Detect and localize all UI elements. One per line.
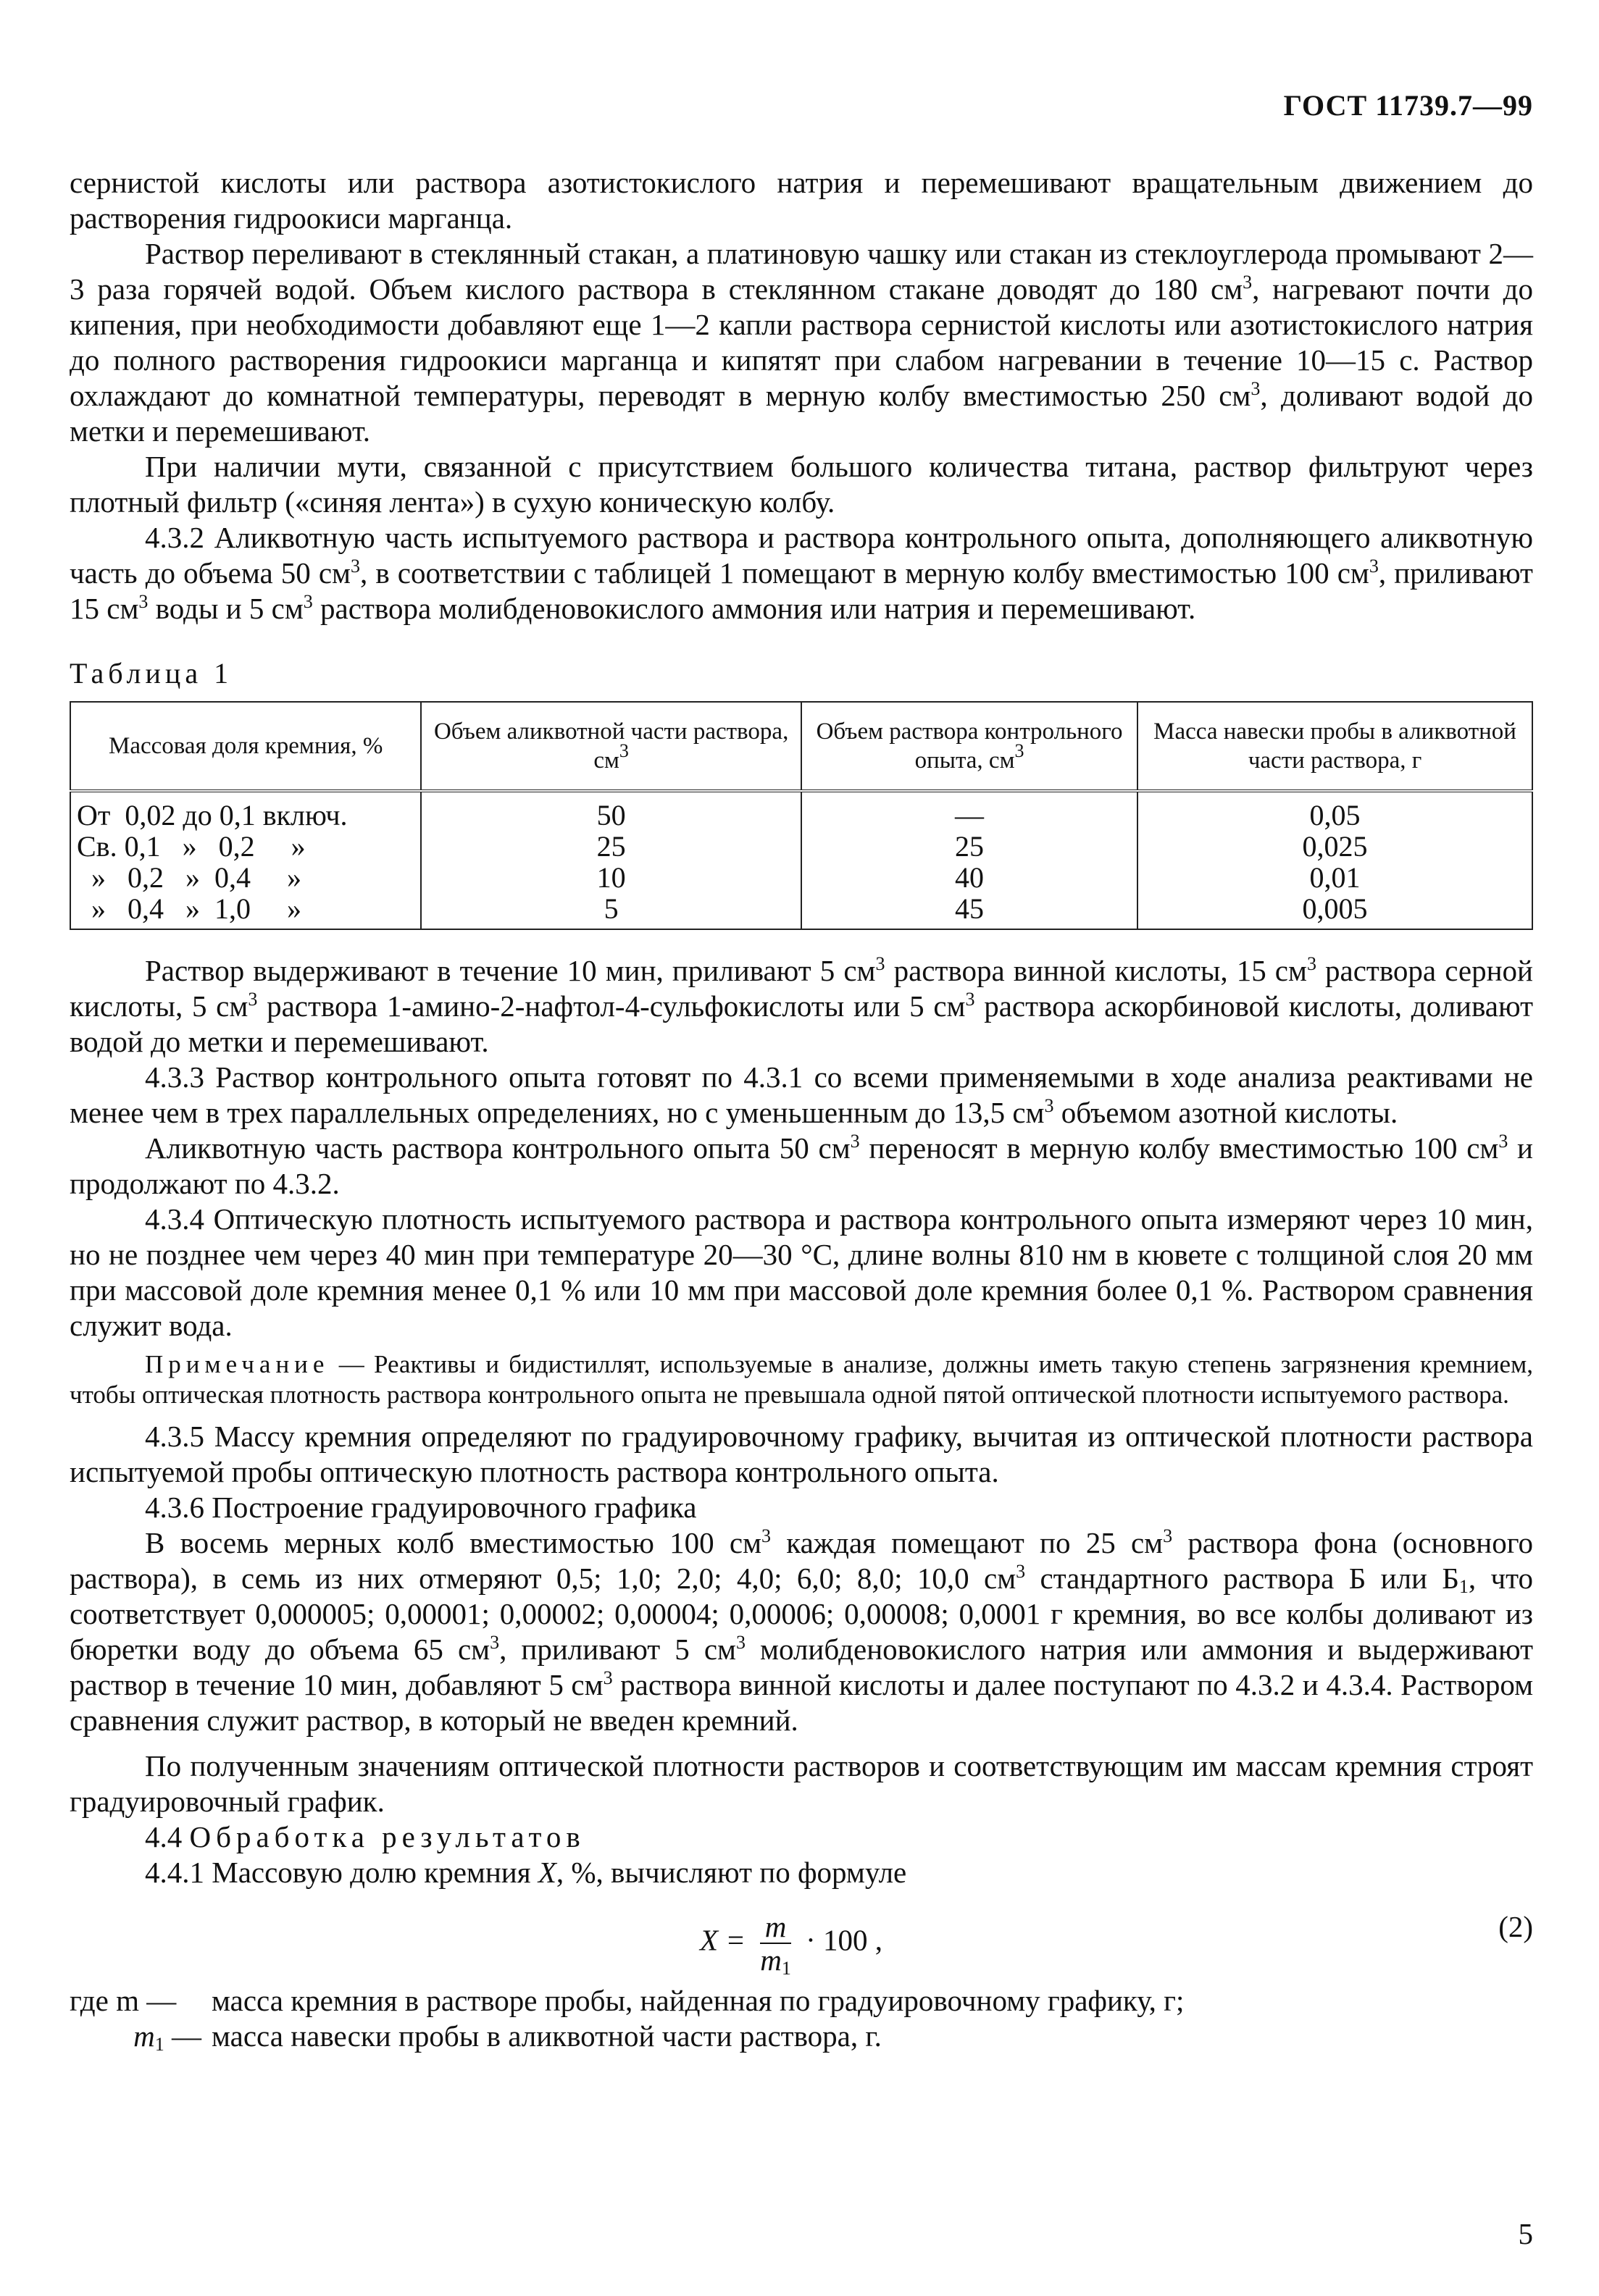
paragraph-4-3-2: 4.3.2 Аликвотную часть испытуемого раствора и раствора контрольного опыта, дополняющего аликвотную часть до объема 50 $см^3$, в соответствии с таблицей 1 помещают в мерную колбу вместимостью 100 $см^3$, приливают 15 $см^3$ воды и 5 $см^3$ раствора молибденовокислого аммония или натрия и перемешивают. xyxy=(70,521,1533,625)
paragraph: Раствор переливают в стеклянный стакан, а платиновую чашку или стакан из стеклоуглерода промывают 2—3 раза горячей водой. Объем кислого раствора в стеклянном стакане доводят до 180 $см^3$, нагревают почти до кипения, при необходимости добавляют еще 1—2 капли раствора сернистой кислоты или азотистокислого натрия до полного растворения гидроокиси марганца и кипятят при слабом нагревании в течение 10—15 с. Раствор охлаждают до комнатной температуры, переводят в мерную колбу вместимостью 250 $см^3$, доливают водой до метки и перемешивают. xyxy=(70,237,1534,448)
table-caption: Таблица 1 xyxy=(70,657,233,690)
formula-explanation xyxy=(70,1983,1533,2054)
table-row xyxy=(70,893,1532,929)
table-cell: Св. 0,1 » 0,2 » xyxy=(70,831,421,862)
formula-fraction: $\frac{m}{m_1}$ xyxy=(760,1910,791,1979)
formula-2 xyxy=(70,1899,1533,1983)
section-heading-4-4: 4.4 Обработка результатов xyxy=(145,1820,585,1853)
table-cell: 0,005 xyxy=(1137,893,1532,929)
table-cell: 0,01 xyxy=(1137,862,1532,893)
paragraph: Раствор выдерживают в течение 10 мин, приливают 5 $см^3$ раствора винной кислоты, 15 $см^3$ раствора серной кислоты, 5 $см^3$ раствора 1-амино-2-нафтол-4-сульфокислоты или 5 $см^3$ раствора аскорбиновой кислоты, доливают водой до метки и перемешивают. xyxy=(70,953,1533,1058)
document-body xyxy=(70,165,1533,2054)
table-cell: 0,025 xyxy=(1137,831,1532,862)
variable-m: где m — xyxy=(70,1984,177,2017)
variable-m1: $m_1$ — xyxy=(133,2019,201,2055)
note: Примечание — Реактивы и бидистиллят, используемые в анализе, должны иметь такую степень загрязнения кремнием, чтобы оптическая плотность раствора контрольного опыта не превышала одной пятой оптической плотности испытуемого раствора. xyxy=(70,1350,1533,1409)
formula-number: (2) xyxy=(1498,1910,1533,1943)
note-label: Примечание xyxy=(145,1350,330,1378)
formula-expression: X = $\frac{m}{m_1}$ · 100 , xyxy=(700,1910,882,1979)
table-header-cell: Объем аликвотной части раствора, $см^3$ xyxy=(421,702,801,791)
paragraph-4-3-3: 4.3.3 Раствор контрольного опыта готовят по 4.3.1 со всеми применяемыми в ходе анализа реактивами не менее чем в трех параллельных определениях, но с уменьшенным до 13,5 $см^3$ объемом азотной кислоты. xyxy=(70,1060,1533,1129)
table-cell: 5 xyxy=(421,893,801,929)
table-cell: От 0,02 до 0,1 включ. xyxy=(70,791,421,831)
table-header-cell: Масса навески пробы в аликвотной части раствора, г xyxy=(1137,702,1532,791)
table-row xyxy=(70,791,1532,831)
paragraph: Аликвотную часть раствора контрольного опыта 50 $см^3$ переносят в мерную колбу вместимостью 100 $см^3$ и продолжают по 4.3.2. xyxy=(70,1131,1533,1200)
variable-m1-description: масса навески пробы в аликвотной части раствора, г. xyxy=(212,2019,882,2053)
table-header-cell: Объем раствора контрольного опыта, $см^3$ xyxy=(801,702,1137,791)
variable-m-description: масса кремния в растворе пробы, найденная по градуировочному графику, г; xyxy=(212,1984,1185,2017)
table-cell: » 0,2 » 0,4 » xyxy=(70,862,421,893)
table-cell: » 0,4 » 1,0 » xyxy=(70,893,421,929)
paragraph-4-3-4: 4.3.4 Оптическую плотность испытуемого раствора и раствора контрольного опыта измеряют через 10 мин, но не позднее чем через 40 мин при температуре 20—30 °С, длине волны 810 нм в кювете с толщиной слоя 20 мм при массовой доле кремния менее 0,1 % или 10 мм при массовой доле кремния более 0,1 %. Раствором сравнения служит вода. xyxy=(70,1202,1533,1342)
table-1 xyxy=(70,701,1533,930)
paragraph-4-4-1: 4.4.1 Массовую долю кремния X, %, вычисляют по формуле xyxy=(145,1856,907,1889)
table-row xyxy=(70,831,1532,862)
table-header-cell: Массовая доля кремния, % xyxy=(70,702,421,791)
table-cell: 0,05 xyxy=(1137,791,1532,831)
table-cell: 45 xyxy=(801,893,1137,929)
paragraph: По полученным значениям оптической плотности растворов и соответствующим им массам кремния строят градуировочный график. xyxy=(70,1749,1533,1818)
table-cell: 10 xyxy=(421,862,801,893)
page-number: 5 xyxy=(1518,2217,1533,2250)
page-header-standard: ГОСТ 11739.7—99 xyxy=(1283,89,1533,122)
paragraph: В восемь мерных колб вместимостью 100 $см^3$ каждая помещают по 25 $см^3$ раствора фона (основного раствора), в семь из них отмеряют 0,5; 1,0; 2,0; 4,0; 6,0; 8,0; 10,0 $см^3$ стандартного раствора Б или $Б_1$, что соответствует 0,000005; 0,00001; 0,00002; 0,00004; 0,00006; 0,00008; 0,0001 г кремния, во все колбы доливают из бюретки воду до объема 65 $см^3$, приливают 5 $см^3$ молибденовокислого натрия или аммония и выдерживают раствор в течение 10 мин, добавляют 5 $см^3$ раствора винной кислоты и далее поступают по 4.3.2 и 4.3.4. Раствором сравнения служит раствор, в который не введен кремний. xyxy=(70,1525,1534,1737)
paragraph-4-3-5: 4.3.5 Массу кремния определяют по градуировочному графику, вычитая из оптической плотности раствора испытуемой пробы оптическую плотность раствора контрольного опыта. xyxy=(70,1420,1533,1488)
paragraph-4-3-6: 4.3.6 Построение градуировочного графика xyxy=(145,1491,697,1524)
table-cell: 25 xyxy=(421,831,801,862)
table-cell: 25 xyxy=(801,831,1137,862)
table-cell: — xyxy=(801,791,1137,831)
paragraph: При наличии мути, связанной с присутствием большого количества титана, раствор фильтруют через плотный фильтр («синяя лента») в сухую коническую колбу. xyxy=(70,450,1533,519)
table-cell: 40 xyxy=(801,862,1137,893)
paragraph: сернистой кислоты или раствора азотистокислого натрия и перемешивают вращательным движением до растворения гидроокиси марганца. xyxy=(70,166,1533,235)
table-cell: 50 xyxy=(421,791,801,831)
table-row xyxy=(70,862,1532,893)
